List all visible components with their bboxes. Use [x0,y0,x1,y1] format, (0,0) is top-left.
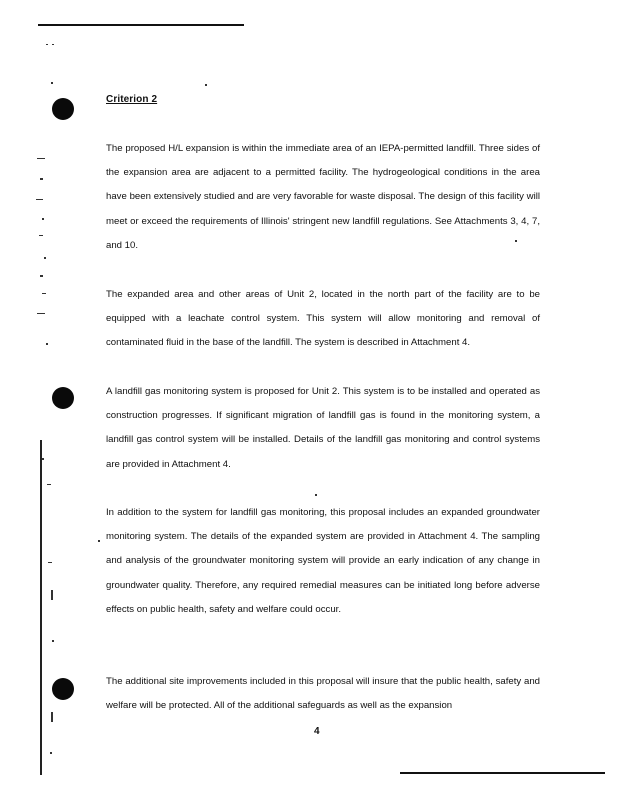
scan-speck [37,313,45,314]
section-heading: Criterion 2 [106,94,158,105]
left-scan-edge [40,440,42,775]
paragraph-site-location: The proposed H/L expansion is within the immediate area of an IEPA-permitted landfill. Three sides of the expansion area are adjacent to a permitted facility. The hydrogeological conditions in the area have been extensively studied and are very favorable for waste disposal. The design of this facility will meet or exceed the requirements of Illinois' stringent new landfill regulations. See Attachments 3, 4, 7, and 10. [106,143,540,251]
top-scan-rule [38,24,244,26]
scan-speck [39,235,43,236]
scan-speck [42,218,44,220]
scan-speck [48,562,52,563]
bottom-scan-rule [400,772,605,774]
scan-speck [315,494,317,496]
paragraph-site-improvements: The additional site improvements included in this proposal will insure that the public health, safety and welfare will be protected. All of the additional safeguards as well as the expansion [106,676,540,712]
punch-hole [52,98,74,120]
scan-speck [205,84,207,86]
scan-speck [51,712,53,722]
scan-speck [46,44,48,45]
scan-speck [50,752,52,754]
paragraph-gas-monitoring: A landfill gas monitoring system is proposed for Unit 2. This system is to be installed and operated as construction progresses. If significant migration of landfill gas is found in the monitoring system, a landfill gas control system will be installed. Details of the landfill gas monitoring and control systems are provided in Attachment 4. [106,386,540,470]
scan-speck [47,484,51,485]
scan-speck [51,590,53,600]
scan-speck [52,44,54,45]
punch-hole [52,678,74,700]
scan-speck [37,158,45,159]
punch-hole [52,387,74,409]
scan-speck [51,82,53,84]
scan-speck [40,275,43,277]
paragraph-groundwater-monitoring: In addition to the system for landfill gas monitoring, this proposal includes an expanded groundwater monitoring system. The details of the expanded system are provided in Attachment 4. The sampling and analysis of the groundwater monitoring system will provide an early indication of any change in groundwater quality. Therefore, any required remedial measures can be initiated long before adverse effects on public health, safety and welfare could occur. [106,507,540,615]
paragraph-leachate-control: The expanded area and other areas of Unit 2, located in the north part of the facility are to be equipped with a leachate control system. This system will allow monitoring and removal of contaminated fluid in the base of the landfill. The system is described in Attachment 4. [106,289,540,349]
scan-speck [52,640,54,642]
scan-speck [98,540,100,542]
scan-speck [36,199,43,200]
scan-speck [46,343,48,345]
scan-speck [44,257,46,259]
scan-speck [42,293,46,294]
page-number: 4 [314,726,320,737]
scan-speck [42,458,44,460]
scan-speck [40,178,43,180]
